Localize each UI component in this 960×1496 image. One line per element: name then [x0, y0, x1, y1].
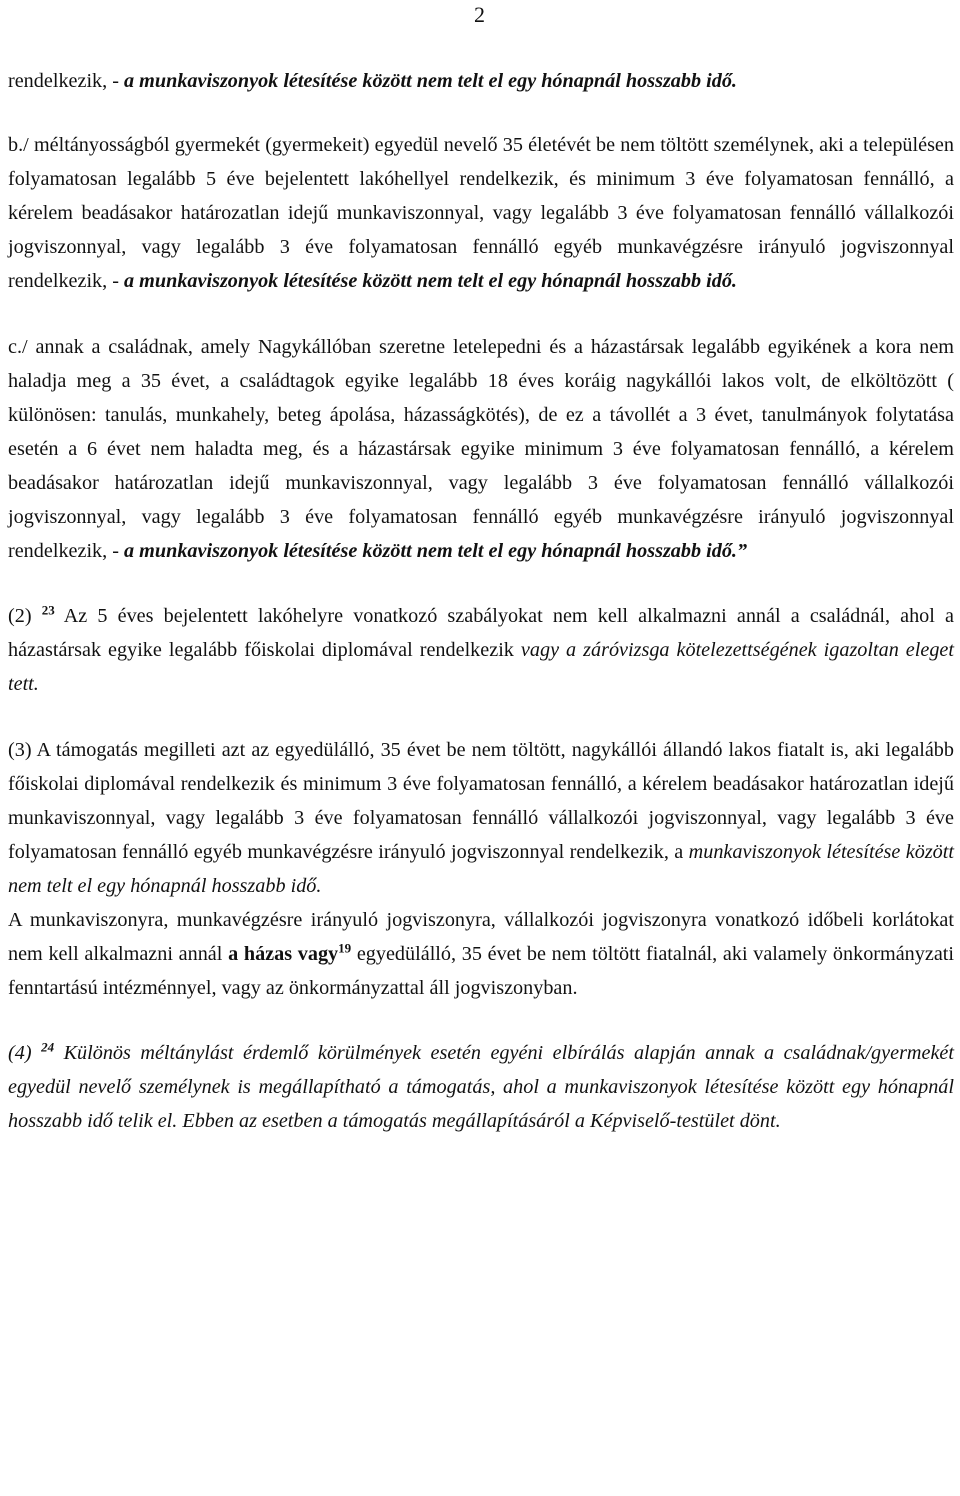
paragraph-text: b./ méltányosságból gyermekét (gyermekeit) egyedül nevelő 35 életévét be nem töltött személynek, aki a településen folyamatosan legalább 5 éve bejelentett lakóhellyel rendelkezik, és minimum 3 éve folyamatosan fennálló, a kérelem beadásakor határozatlan idejű munkaviszonnyal, vagy legalább 3 éve folyamatosan fennálló vállalkozói jogviszonnyal, vagy legalább 3 éve folyamatosan fennálló egyéb munkavégzésre irányuló jogviszonnyal rendelkezik, - — [8, 134, 954, 293]
section-text: A munkaviszonyra, munkavégzésre irányuló jogviszonyra, vállalkozói jogviszonyra vonatkozó időbeli korlátokat nem kell alkalmazni annál — [8, 908, 954, 966]
section-text-after: egyedülálló, 35 évet be nem töltött fiatalnál, aki valamely önkormányzati fenntartású intézménnyel, vagy az önkormányzattal áll jogviszonyban. — [8, 943, 954, 1000]
paragraph-text: rendelkezik, - — [8, 70, 125, 92]
emphasis-text: a munkaviszonyok létesítése között nem telt el egy hónapnál hosszabb idő.” — [124, 540, 748, 563]
emphasis-text: a munkaviszonyok létesítése között nem telt el egy hónapnál hosszabb idő. — [124, 70, 737, 92]
paragraph-a-continuation — [8, 64, 954, 98]
paragraph-b — [8, 128, 954, 298]
document-body — [8, 64, 954, 1139]
bold-text: a házas vagy — [228, 943, 339, 966]
footnote-marker: 19 — [338, 940, 352, 956]
italic-text: munkaviszonyok létesítése között nem telt el egy hónapnál hosszabb idő. — [8, 840, 954, 897]
section-2 — [8, 599, 954, 701]
italic-text: vagy a záróvizsga kötelezettségének igazoltan eleget tett. — [8, 639, 954, 696]
footnote-marker: 24 — [41, 1039, 55, 1055]
emphasis-text: a munkaviszonyok létesítése között nem telt el egy hónapnál hosszabb idő. — [124, 270, 737, 293]
section-3-continuation — [8, 903, 954, 1005]
paragraph-text: c./ annak a családnak, amely Nagykállóban szeretne letelepedni és a házastársak legalább egyikének a kora nem haladja meg a 35 évet, a családtagok egyike legalább 18 éves koráig nagykállói lakos volt, de elköltözött ( különösen: tanulás, munkahely, beteg ápolása, házasságkötés), de ez a távollét a 3 évet, tanulmányok folytatása esetén a 6 évet nem haladta meg, és a házastársak egyike minimum 3 éve folyamatosan fennálló, a kérelem beadásakor határozatlan idejű munkaviszonnyal, vagy legalább 3 éve folyamatosan fennálló vállalkozói jogviszonnyal, vagy legalább 3 éve folyamatosan fennálló egyéb munkavégzésre irányuló jogviszonnyal rendelkezik, - — [8, 335, 954, 563]
section-4 — [8, 1036, 954, 1138]
section-text: (3) A támogatás megilleti azt az egyedülálló, 35 évet be nem töltött, nagykállói állandó lakos fiatalt is, aki legalább főiskolai diplomával rendelkezik és minimum 3 éve folyamatosan fennálló, a kérelem beadásakor határozatlan idejű munkaviszonnyal, vagy legalább 3 éve folyamatosan fennálló vállalkozói jogviszonnyal, vagy legalább 3 éve folyamatosan fennálló egyéb munkavégzésre irányuló jogviszonnyal rendelkezik, a — [8, 738, 954, 863]
section-label: (4) — [8, 1042, 42, 1065]
section-text: Különös méltánylást érdemlő körülmények esetén egyéni elbírálás alapján annak a családnak/gyermekét egyedül nevelő személynek is megállapítható a támogatás, ahol a munkaviszonyok létesítése között egy hónapnál hosszabb idő telik el. Ebben az esetben a támogatás megállapításáról a Képviselő-testület dönt. — [8, 1042, 954, 1133]
section-label: (2) — [8, 605, 42, 628]
page-number: 2 — [474, 2, 485, 27]
section-text: Az 5 éves bejelentett lakóhelyre vonatkozó szabályokat nem kell alkalmazni annál a családnál, ahol a házastársak egyike legalább főiskolai diplomával rendelkezik — [8, 605, 954, 662]
paragraph-c — [8, 330, 954, 569]
section-3 — [8, 733, 954, 903]
footnote-marker: 23 — [41, 602, 55, 618]
